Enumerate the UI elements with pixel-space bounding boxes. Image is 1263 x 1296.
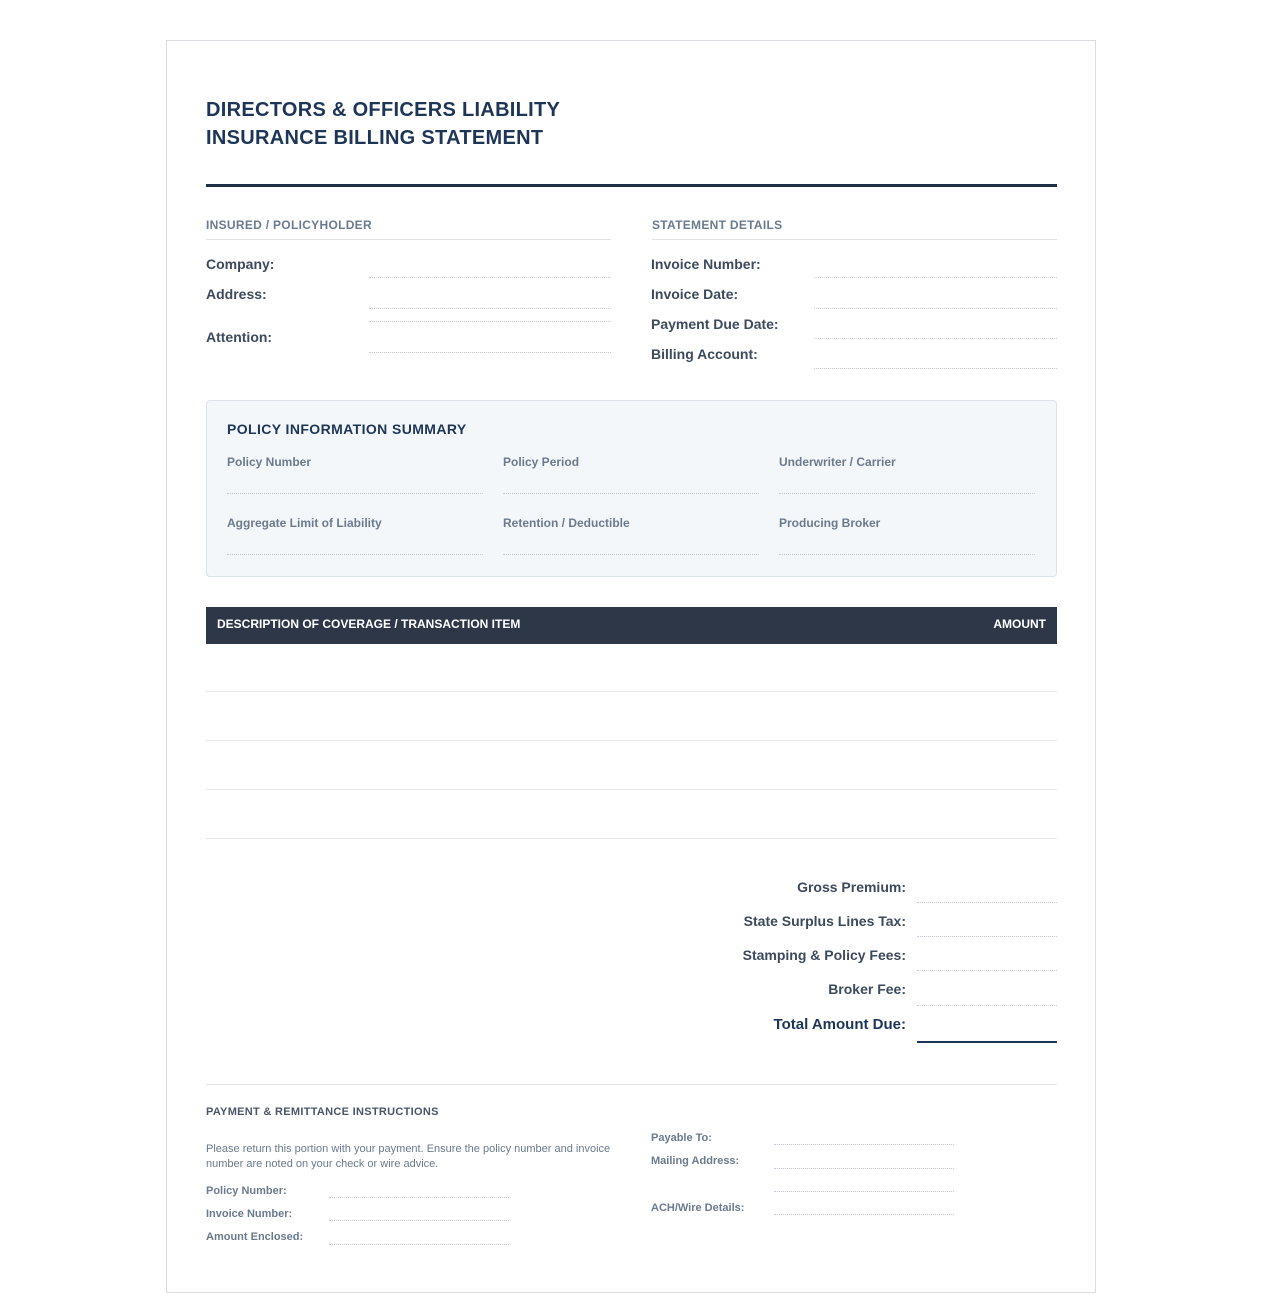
underwriter-field[interactable] bbox=[779, 493, 1035, 494]
billing-account-field[interactable] bbox=[814, 368, 1057, 369]
remit-policy-number-field[interactable] bbox=[329, 1197, 509, 1198]
address-label: Address: bbox=[206, 286, 267, 302]
stamping-fees-label: Stamping & Policy Fees: bbox=[742, 947, 906, 963]
retention-label: Retention / Deductible bbox=[503, 516, 630, 530]
surplus-tax-label: State Surplus Lines Tax: bbox=[743, 913, 906, 929]
payable-to-label: Payable To: bbox=[651, 1132, 712, 1144]
remittance-instructions: Please return this portion with your payment. Ensure the policy number and invoice number are noted on your check or wire advice. bbox=[206, 1143, 611, 1170]
policy-number-label: Policy Number bbox=[227, 455, 312, 469]
mailing-address-label: Mailing Address: bbox=[651, 1155, 740, 1167]
total-due-label: Total Amount Due: bbox=[773, 1016, 906, 1033]
attention-field[interactable] bbox=[369, 352, 611, 353]
invoice-number-field[interactable] bbox=[814, 277, 1057, 278]
stamping-fees-field[interactable] bbox=[917, 970, 1057, 971]
insured-heading: INSURED / POLICYHOLDER bbox=[206, 218, 611, 240]
retention-field[interactable] bbox=[503, 554, 759, 555]
broker-fee-label: Broker Fee: bbox=[828, 981, 906, 997]
ach-wire-label: ACH/Wire Details: bbox=[651, 1202, 745, 1214]
attention-label: Attention: bbox=[206, 329, 273, 345]
invoice-date-label: Invoice Date: bbox=[651, 286, 739, 302]
aggregate-limit-field[interactable] bbox=[227, 554, 483, 555]
invoice-date-field[interactable] bbox=[814, 308, 1057, 309]
remittance-heading: PAYMENT & REMITTANCE INSTRUCTIONS bbox=[206, 1106, 439, 1118]
remit-invoice-number-field[interactable] bbox=[329, 1220, 509, 1221]
title-line-1: DIRECTORS & OFFICERS LIABILITY bbox=[206, 99, 561, 121]
remittance-divider bbox=[206, 1084, 1057, 1085]
statement-heading: STATEMENT DETAILS bbox=[652, 218, 1057, 240]
producing-broker-label: Producing Broker bbox=[779, 516, 881, 530]
invoice-number-label: Invoice Number: bbox=[651, 256, 761, 272]
payment-due-label: Payment Due Date: bbox=[651, 316, 779, 332]
ach-wire-field[interactable] bbox=[774, 1214, 954, 1215]
table-row[interactable] bbox=[206, 742, 1057, 790]
remit-policy-number-label: Policy Number: bbox=[206, 1185, 287, 1197]
table-row[interactable] bbox=[206, 644, 1057, 692]
policy-number-field[interactable] bbox=[227, 493, 483, 494]
table-row[interactable] bbox=[206, 693, 1057, 741]
amount-enclosed-label: Amount Enclosed: bbox=[206, 1231, 304, 1243]
amount-column-header: AMOUNT bbox=[993, 617, 1046, 631]
policy-summary-heading: POLICY INFORMATION SUMMARY bbox=[227, 421, 467, 437]
billing-account-label: Billing Account: bbox=[651, 346, 758, 362]
amount-enclosed-field[interactable] bbox=[329, 1244, 509, 1245]
policy-period-field[interactable] bbox=[503, 493, 759, 494]
remit-invoice-number-label: Invoice Number: bbox=[206, 1208, 293, 1220]
payable-to-field[interactable] bbox=[774, 1144, 954, 1145]
producing-broker-field[interactable] bbox=[779, 554, 1035, 555]
total-due-field[interactable] bbox=[917, 1041, 1057, 1043]
gross-premium-label: Gross Premium: bbox=[797, 879, 906, 895]
broker-fee-field[interactable] bbox=[917, 1005, 1057, 1006]
company-label: Company: bbox=[206, 256, 275, 272]
gross-premium-field[interactable] bbox=[917, 902, 1057, 903]
payment-due-field[interactable] bbox=[814, 338, 1057, 339]
policy-period-label: Policy Period bbox=[503, 455, 580, 469]
address-field-line-1[interactable] bbox=[369, 308, 611, 309]
underwriter-label: Underwriter / Carrier bbox=[779, 455, 896, 469]
title-line-2: INSURANCE BILLING STATEMENT bbox=[206, 127, 544, 149]
company-field[interactable] bbox=[369, 277, 611, 278]
title-divider bbox=[206, 184, 1057, 187]
surplus-tax-field[interactable] bbox=[917, 936, 1057, 937]
address-field-line-2[interactable] bbox=[369, 321, 611, 322]
mailing-address-field-line-1[interactable] bbox=[774, 1168, 954, 1169]
table-row[interactable] bbox=[206, 791, 1057, 839]
mailing-address-field-line-2[interactable] bbox=[774, 1191, 954, 1192]
document-title bbox=[206, 96, 706, 152]
description-column-header: DESCRIPTION OF COVERAGE / TRANSACTION ITEM bbox=[217, 617, 521, 631]
aggregate-limit-label: Aggregate Limit of Liability bbox=[227, 516, 382, 530]
